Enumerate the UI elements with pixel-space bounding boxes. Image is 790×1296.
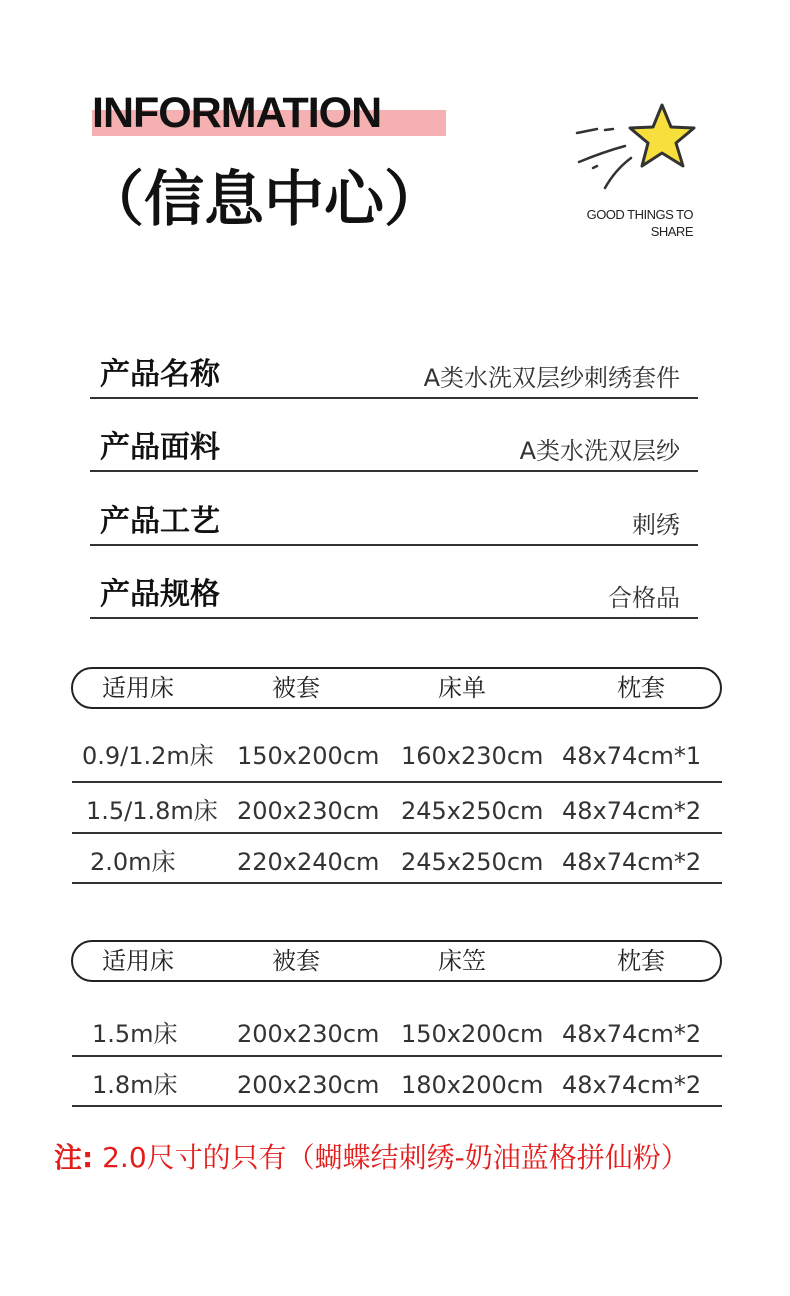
star-icon — [565, 100, 705, 200]
info-label: 产品工艺 — [100, 504, 220, 539]
table2-header-pillow: 枕套 — [617, 947, 665, 975]
info-value: 刺绣 — [632, 511, 680, 539]
table2-header-duvet: 被套 — [272, 947, 320, 975]
table-cell: 48x74cm*1 — [562, 742, 702, 770]
table-cell: 160x230cm — [401, 742, 544, 770]
table2-header-fitted-sheet: 床笠 — [438, 947, 486, 975]
table-cell: 2.0m床 — [90, 848, 176, 876]
page-title: INFORMATION — [92, 89, 382, 137]
info-row-craft — [90, 504, 698, 546]
page-subtitle: （信息中心） — [84, 165, 444, 235]
table-cell: 48x74cm*2 — [562, 797, 702, 825]
table-cell: 245x250cm — [401, 797, 544, 825]
table-divider — [72, 1055, 722, 1057]
table2-header-bed: 适用床 — [102, 947, 174, 975]
table-cell: 200x230cm — [237, 797, 380, 825]
table-cell: 200x230cm — [237, 1071, 380, 1099]
table-cell: 245x250cm — [401, 848, 544, 876]
table-cell: 200x230cm — [237, 1020, 380, 1048]
info-value: A类水洗双层纱刺绣套件 — [423, 364, 680, 392]
table-cell: 0.9/1.2m床 — [82, 742, 214, 770]
table-cell: 48x74cm*2 — [562, 1071, 702, 1099]
share-badge — [565, 100, 705, 250]
table-divider — [72, 781, 722, 783]
table1-header-duvet: 被套 — [272, 674, 320, 702]
table-cell: 48x74cm*2 — [562, 848, 702, 876]
badge-line1: GOOD THINGS TO — [586, 207, 693, 222]
table-cell: 150x200cm — [401, 1020, 544, 1048]
table-cell: 150x200cm — [237, 742, 380, 770]
table1-header-bed: 适用床 — [102, 674, 174, 702]
note-text: 2.0尺寸的只有（蝴蝶结刺绣-奶油蓝格拼仙粉） — [102, 1141, 689, 1174]
table-divider — [72, 882, 722, 884]
table-cell: 220x240cm — [237, 848, 380, 876]
size-note — [54, 1140, 689, 1176]
badge-line2: SHARE — [650, 224, 693, 239]
info-label: 产品面料 — [100, 430, 220, 465]
note-prefix: 注: — [54, 1141, 94, 1174]
table-cell: 1.5m床 — [92, 1020, 178, 1048]
info-label: 产品规格 — [100, 577, 220, 612]
table1-header-sheet: 床单 — [438, 674, 486, 702]
table-cell: 1.5/1.8m床 — [86, 797, 218, 825]
table-cell: 180x200cm — [401, 1071, 544, 1099]
info-value: 合格品 — [608, 584, 680, 612]
table-divider — [72, 1105, 722, 1107]
info-value: A类水洗双层纱 — [519, 437, 680, 465]
info-row-name — [90, 357, 698, 399]
info-label: 产品名称 — [100, 357, 220, 392]
table-cell: 1.8m床 — [92, 1071, 178, 1099]
table-divider — [72, 832, 722, 834]
info-row-fabric — [90, 430, 698, 472]
table1-header-pillow: 枕套 — [617, 674, 665, 702]
badge-caption — [565, 206, 693, 240]
table-cell: 48x74cm*2 — [562, 1020, 702, 1048]
info-row-spec — [90, 577, 698, 619]
